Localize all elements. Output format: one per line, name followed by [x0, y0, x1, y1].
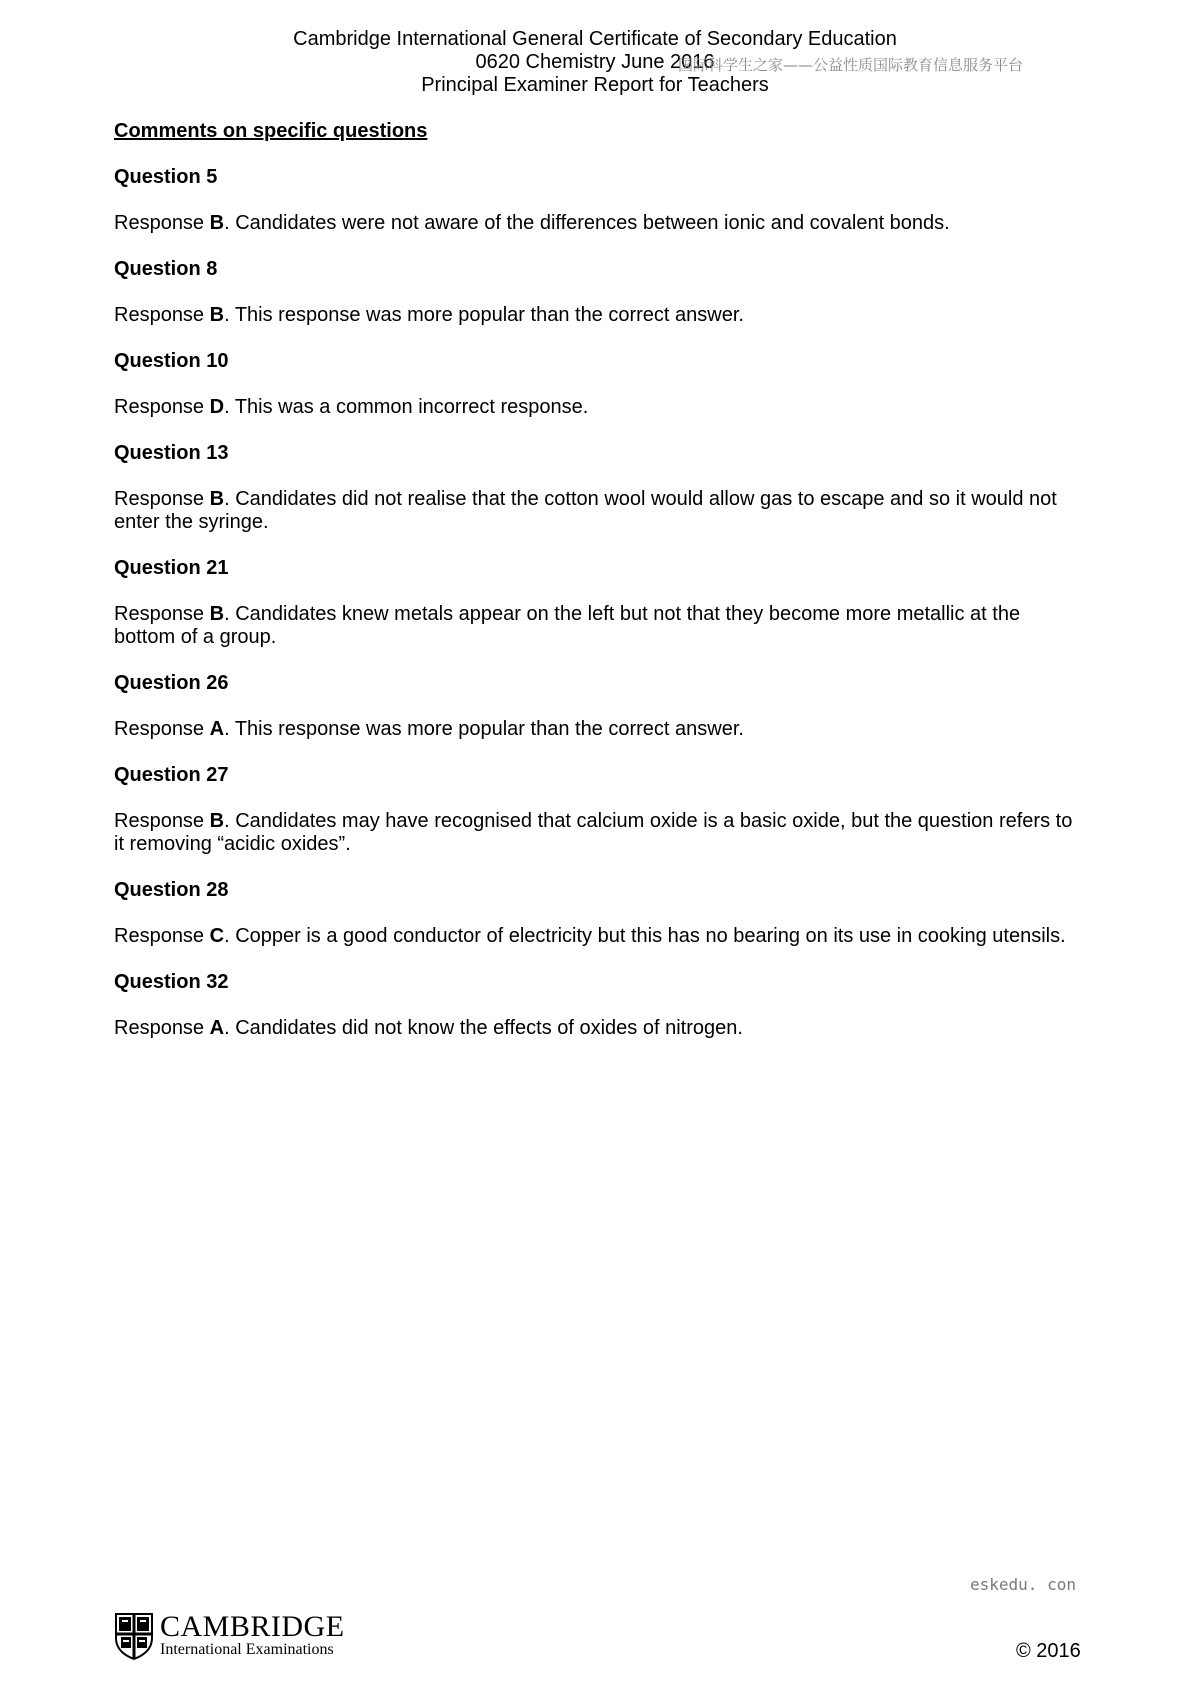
response-letter: A — [209, 718, 225, 740]
logo-brand-text: CAMBRIDGE — [160, 1610, 345, 1643]
question-response — [114, 396, 1084, 419]
footer-site-watermark: eskedu. con — [970, 1575, 1076, 1594]
logo-subtitle-text: International Examinations — [160, 1641, 334, 1658]
response-letter: B — [209, 212, 225, 234]
question-response — [114, 1017, 1084, 1040]
response-prefix: Response — [114, 396, 210, 418]
document-body — [114, 120, 1084, 1063]
question-response — [114, 810, 1084, 856]
response-text: . Candidates did not know the effects of oxides of nitrogen. — [224, 1017, 743, 1039]
question-block — [114, 672, 1084, 741]
response-prefix: Response — [114, 304, 210, 326]
response-letter: C — [209, 925, 225, 947]
section-title: Comments on specific questions — [114, 120, 428, 142]
response-prefix: Response — [114, 1017, 210, 1039]
response-text: . Candidates were not aware of the differences between ionic and covalent bonds. — [224, 212, 950, 234]
question-response — [114, 718, 1084, 741]
copyright-notice: © 2016 — [1016, 1640, 1081, 1662]
question-block — [114, 879, 1084, 948]
response-letter: A — [209, 1017, 225, 1039]
response-prefix: Response — [114, 718, 210, 740]
cambridge-shield-icon — [114, 1612, 154, 1660]
response-text: . Candidates may have recognised that calcium oxide is a basic oxide, but the question refers to it removing “acidic oxides”. — [114, 810, 1073, 855]
response-prefix: Response — [114, 488, 210, 510]
response-text: . Candidates did not realise that the cotton wool would allow gas to escape and so it would not enter the syringe. — [114, 488, 1057, 533]
question-response — [114, 925, 1084, 948]
response-prefix: Response — [114, 810, 210, 832]
question-heading: Question 26 — [114, 672, 229, 694]
watermark-text: 国际科学生之家——公益性质国际教育信息服务平台 — [678, 56, 1024, 74]
header-syllabus: 0620 Chemistry June 2016 — [475, 51, 715, 73]
cambridge-logo — [114, 1612, 345, 1660]
question-block — [114, 442, 1084, 534]
response-text: . This response was more popular than the correct answer. — [224, 304, 744, 326]
question-response — [114, 304, 1084, 327]
question-heading: Question 32 — [114, 971, 229, 993]
response-text: . Candidates knew metals appear on the left but not that they become more metallic at the bottom of a group. — [114, 603, 1021, 648]
question-heading: Question 28 — [114, 879, 229, 901]
response-letter: D — [209, 396, 225, 418]
response-prefix: Response — [114, 603, 210, 625]
question-heading: Question 13 — [114, 442, 229, 464]
response-text: . This response was more popular than the correct answer. — [224, 718, 744, 740]
question-heading: Question 8 — [114, 258, 218, 280]
response-prefix: Response — [114, 212, 210, 234]
question-block — [114, 350, 1084, 419]
question-block — [114, 557, 1084, 649]
question-block — [114, 971, 1084, 1040]
question-block — [114, 166, 1084, 235]
question-block — [114, 258, 1084, 327]
response-letter: B — [209, 488, 225, 510]
response-text: . This was a common incorrect response. — [224, 396, 589, 418]
question-response — [114, 603, 1084, 649]
question-response — [114, 488, 1084, 534]
response-text: . Copper is a good conductor of electricity but this has no bearing on its use in cooking utensils. — [224, 925, 1066, 947]
response-letter: B — [209, 304, 225, 326]
response-letter: B — [209, 810, 225, 832]
question-heading: Question 5 — [114, 166, 218, 188]
response-prefix: Response — [114, 925, 210, 947]
response-letter: B — [209, 603, 225, 625]
header-report-title: Principal Examiner Report for Teachers — [421, 74, 769, 96]
question-response — [114, 212, 1084, 235]
header-qualification: Cambridge International General Certificate of Secondary Education — [293, 28, 897, 50]
question-heading: Question 21 — [114, 557, 229, 579]
question-heading: Question 27 — [114, 764, 229, 786]
question-heading: Question 10 — [114, 350, 229, 372]
question-block — [114, 764, 1084, 856]
